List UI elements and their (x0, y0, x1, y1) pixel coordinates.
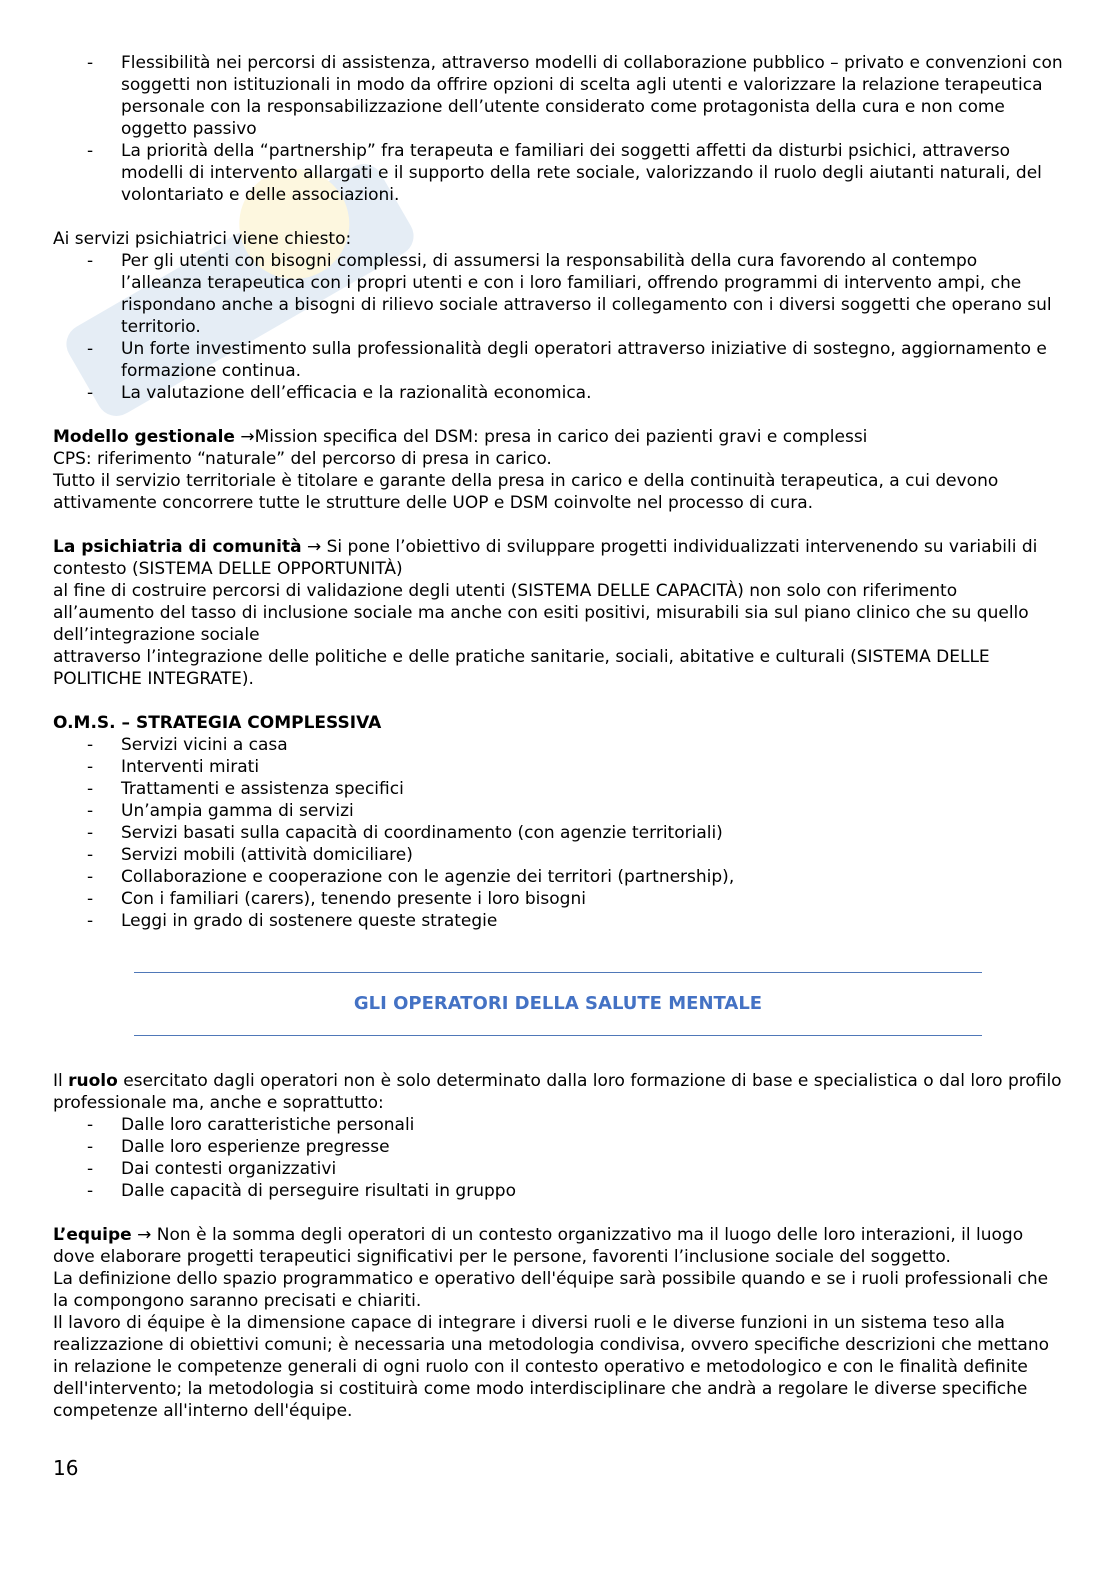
list-item: - Trattamenti e assistenza specifici (53, 778, 1063, 800)
arrow-icon: → (306, 537, 322, 557)
intro-list (53, 52, 1063, 206)
list-item: - Servizi mobili (attività domiciliare) (53, 844, 1063, 866)
ruolo-bold: ruolo (68, 1071, 118, 1091)
services-list (53, 250, 1063, 404)
ruolo-list (53, 1114, 1063, 1202)
modello-line2: CPS: riferimento “naturale” del percorso di presa in carico. (53, 449, 552, 469)
psichiatria-line3: attraverso l’integrazione delle politiche e delle pratiche sanitarie, sociali, abitative e culturali (SISTEMA DELLE POLITICHE INTEGRATE). (53, 647, 990, 689)
equipe-title: L’equipe (53, 1225, 132, 1245)
list-item: - La valutazione dell’efficacia e la razionalità economica. (53, 382, 1063, 404)
list-item: - Dalle capacità di perseguire risultati in gruppo (53, 1180, 1063, 1202)
arrow-icon: → (137, 1225, 152, 1245)
arrow-icon: → (240, 427, 255, 447)
document-page (53, 52, 1063, 1422)
list-item: - Flessibilità nei percorsi di assistenza, attraverso modelli di collaborazione pubblico – privato e convenzioni con soggetti non istituzionali in modo da offrire opzioni di scelta agli utenti e valorizzare la relazione terapeutica personale con la responsabilizzazione dell’utente considerato come protagonista della cura e non come oggetto passivo (53, 52, 1063, 140)
section-heading: GLI OPERATORI DELLA SALUTE MENTALE (134, 972, 982, 1036)
psichiatria-line2: al fine di costruire percorsi di validazione degli utenti (SISTEMA DELLE CAPACITÀ) non solo con riferimento all’aumento del tasso di inclusione sociale ma anche con esiti positivi, misurabili sia sul piano clinico che su quello dell’integrazione sociale (53, 581, 1029, 645)
list-item: - Dalle loro esperienze pregresse (53, 1136, 1063, 1158)
list-item: - Leggi in grado di sostenere queste strategie (53, 910, 1063, 932)
psichiatria-title: La psichiatria di comunità (53, 537, 302, 557)
modello-paragraph (53, 426, 1063, 448)
psichiatria-paragraph (53, 536, 1063, 580)
equipe-paragraph (53, 1224, 1063, 1268)
oms-title: O.M.S. – STRATEGIA COMPLESSIVA (53, 713, 382, 733)
ruolo-paragraph: Il ruolo esercitato dagli operatori non è solo determinato dalla loro formazione di base e specialistica o dal loro profilo professionale ma, anche e soprattutto: (53, 1071, 1062, 1113)
list-item: - Un forte investimento sulla professionalità degli operatori attraverso iniziative di sostegno, aggiornamento e formazione continua. (53, 338, 1063, 382)
list-item: - Con i familiari (carers), tenendo presente i loro bisogni (53, 888, 1063, 910)
list-item: - Interventi mirati (53, 756, 1063, 778)
list-item: - Dalle loro caratteristiche personali (53, 1114, 1063, 1136)
modello-line1: Mission specifica del DSM: presa in carico dei pazienti gravi e complessi (254, 427, 868, 447)
list-item: - Servizi vicini a casa (53, 734, 1063, 756)
modello-title: Modello gestionale (53, 427, 235, 447)
equipe-line3: Il lavoro di équipe è la dimensione capace di integrare i diversi ruoli e le diverse funzioni in un sistema teso alla realizzazione di obiettivi comuni; è necessaria una metodologia condivisa, ovvero specifiche descrizioni che mettano in relazione le competenze generali di ogni ruolo con il contesto operativo e metodologico e con le finalità definite dell'intervento; la metodologia si costituirà come modo interdisciplinare che andrà a regolare le diverse specifiche competenze all'interno dell'équipe. (53, 1313, 1050, 1421)
psichiatria-line1: Si pone l’obiettivo di sviluppare progetti individualizzati intervenendo su variabili di contesto (SISTEMA DELLE OPPORTUNITÀ) (53, 537, 1038, 579)
list-item: - Un’ampia gamma di servizi (53, 800, 1063, 822)
modello-line3: Tutto il servizio territoriale è titolare e garante della presa in carico e della continuità terapeutica, a cui devono attivamente concorrere tutte le strutture delle UOP e DSM coinvolte nel processo di cura. (53, 471, 999, 513)
list-item: - Per gli utenti con bisogni complessi, di assumersi la responsabilità della cura favorendo al contempo l’alleanza terapeutica con i propri utenti e con i loro familiari, offrendo programmi di intervento ampi, che rispondano anche a bisogni di rilievo sociale attraverso il collegamento con i diversi soggetti che operano sul territorio. (53, 250, 1063, 338)
equipe-line2: La definizione dello spazio programmatico e operativo dell'équipe sarà possibile quando e se i ruoli professionali che la compongono saranno precisati e chiariti. (53, 1269, 1049, 1311)
list-item: - Servizi basati sulla capacità di coordinamento (con agenzie territoriali) (53, 822, 1063, 844)
oms-list (53, 734, 1063, 932)
page-number: 16 (53, 1456, 79, 1480)
services-intro: Ai servizi psichiatrici viene chiesto: (53, 229, 352, 249)
list-item: - Collaborazione e cooperazione con le agenzie dei territori (partnership), (53, 866, 1063, 888)
list-item: - La priorità della “partnership” fra terapeuta e familiari dei soggetti affetti da disturbi psichici, attraverso modelli di intervento allargati e il supporto della rete sociale, valorizzando il ruolo degli aiutanti naturali, del volontariato e delle associazioni. (53, 140, 1063, 206)
equipe-line1: Non è la somma degli operatori di un contesto organizzativo ma il luogo delle loro interazioni, il luogo dove elaborare progetti terapeutici significativi per le persone, favorenti l’inclusione sociale del soggetto. (53, 1225, 1024, 1267)
list-item: - Dai contesti organizzativi (53, 1158, 1063, 1180)
